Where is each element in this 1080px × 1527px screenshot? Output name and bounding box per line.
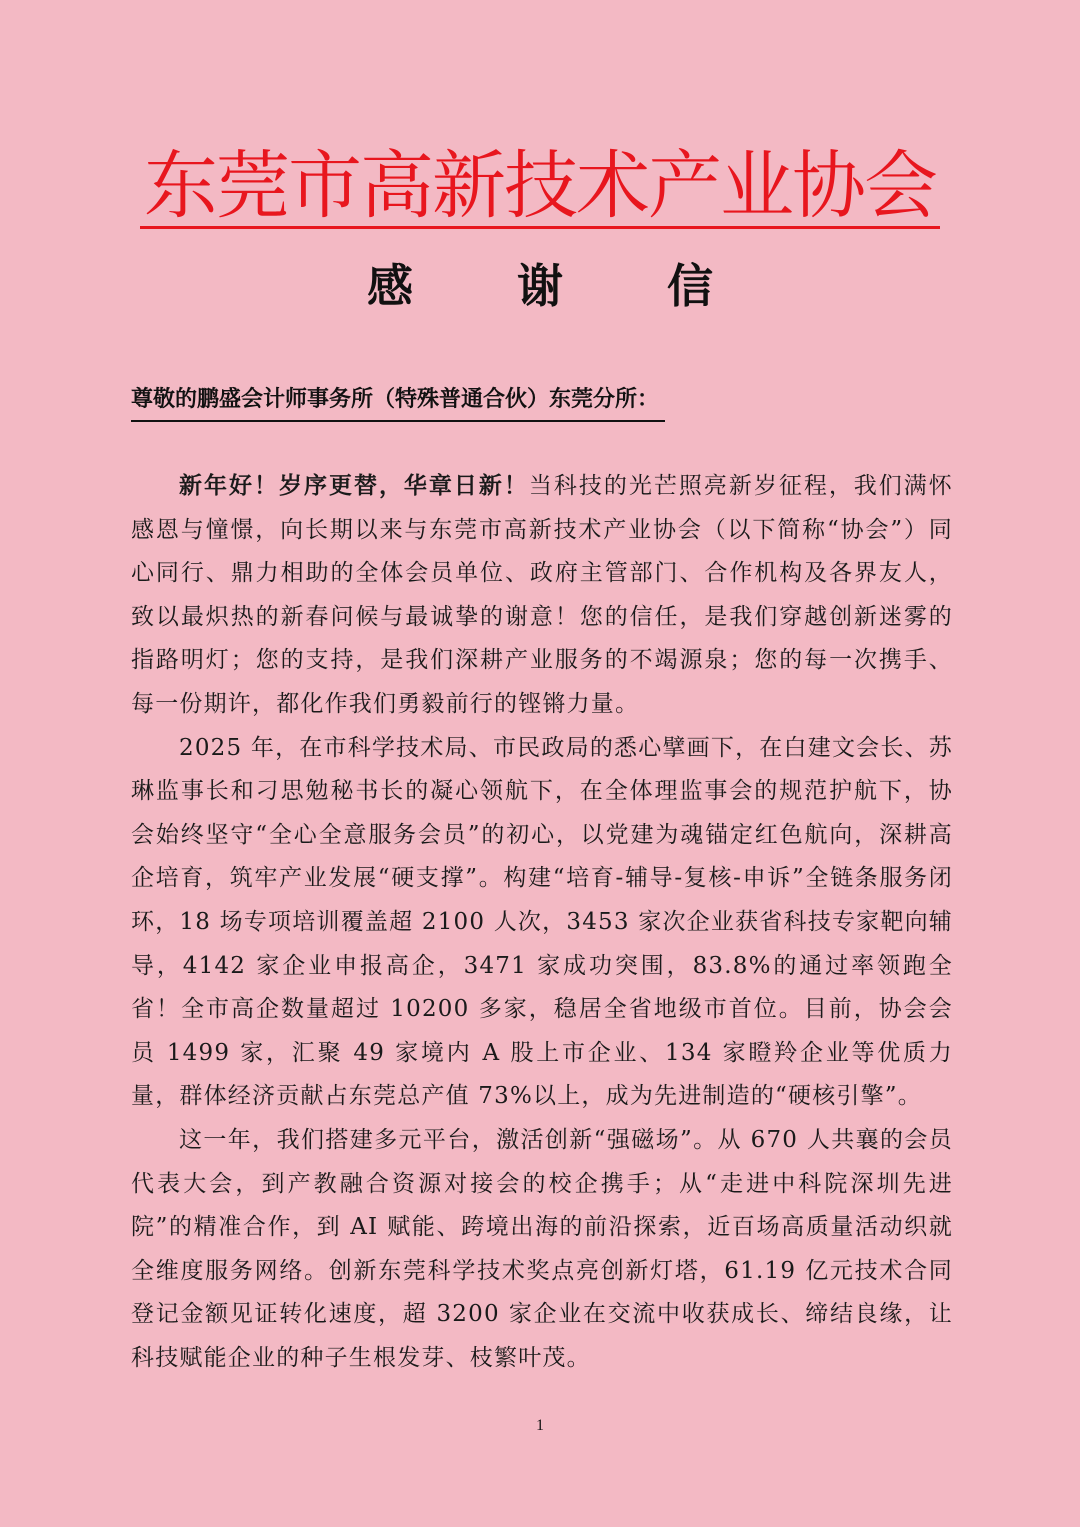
paragraph-text: 这一年，我们搭建多元平台，激活创新“强磁场”。从 670 人共襄的会员代表大会，到产教融合资源对接会的校企携手；从“走进中科院深圳先进院”的精准合作，到 AI 赋能、跨境出海的前沿探索，近百场高质量活动织就全维度服务网络。创新东莞科学技术奖点亮创新灯塔，61.19 亿元技术合同登记金额见证转化速度，超 3200 家企业在交流中收获成长、缔结良缘，让科技赋能企业的种子生根发芽、枝繁叶茂。 <box>131 1126 953 1371</box>
salutation: 尊敬的鹏盛会计师事务所（特殊普通合伙）东莞分所： <box>131 380 665 422</box>
paragraph-text: 当科技的光芒照亮新岁征程，我们满怀感恩与憧憬，向长期以来与东莞市高新技术产业协会（以下简称“协会”）同心同行、鼎力相助的全体会员单位、政府主管部门、合作机构及各界友人，致以最炽热的新春问候与最诚挚的谢意！您的信任，是我们穿越创新迷雾的指路明灯；您的支持，是我们深耕产业服务的不竭源泉；您的每一次携手、每一份期许，都化作我们勇毅前行的铿锵力量。 <box>131 473 953 717</box>
page-number: 1 <box>536 1417 544 1434</box>
paragraph <box>131 1119 953 1381</box>
organization-name: 东莞市高新技术产业协会 <box>140 146 940 229</box>
letter-body <box>131 465 953 1380</box>
paragraph-lead: 新年好！岁序更替，华章日新！ <box>179 473 529 499</box>
paragraph <box>131 465 953 727</box>
paragraph <box>131 727 953 1119</box>
paragraph-text: 2025 年，在市科学技术局、市民政局的悉心擘画下，在白建文会长、苏琳监事长和刁思勉秘书长的凝心领航下，在全体理监事会的规范护航下，协会始终坚守“全心全意服务会员”的初心，以党建为魂锚定红色航向，深耕高企培育，筑牢产业发展“硬支撑”。构建“培育-辅导-复核-申诉”全链条服务闭环，18 场专项培训覆盖超 2100 人次，3453 家次企业获省科技专家靶向辅导，4142 家企业申报高企，3471 家成功突围，83.8%的通过率领跑全省！全市高企数量超过 10200 多家，稳居全省地级市首位。目前，协会会员 1499 家，汇聚 49 家境内 A 股上市企业、134 家瞪羚企业等优质力量，群体经济贡献占东莞总产值 73%以上，成为先进制造的“硬核引擎”。 <box>131 734 953 1110</box>
letter-title: 感 谢 信 <box>366 259 758 313</box>
organization-title <box>0 138 1080 234</box>
